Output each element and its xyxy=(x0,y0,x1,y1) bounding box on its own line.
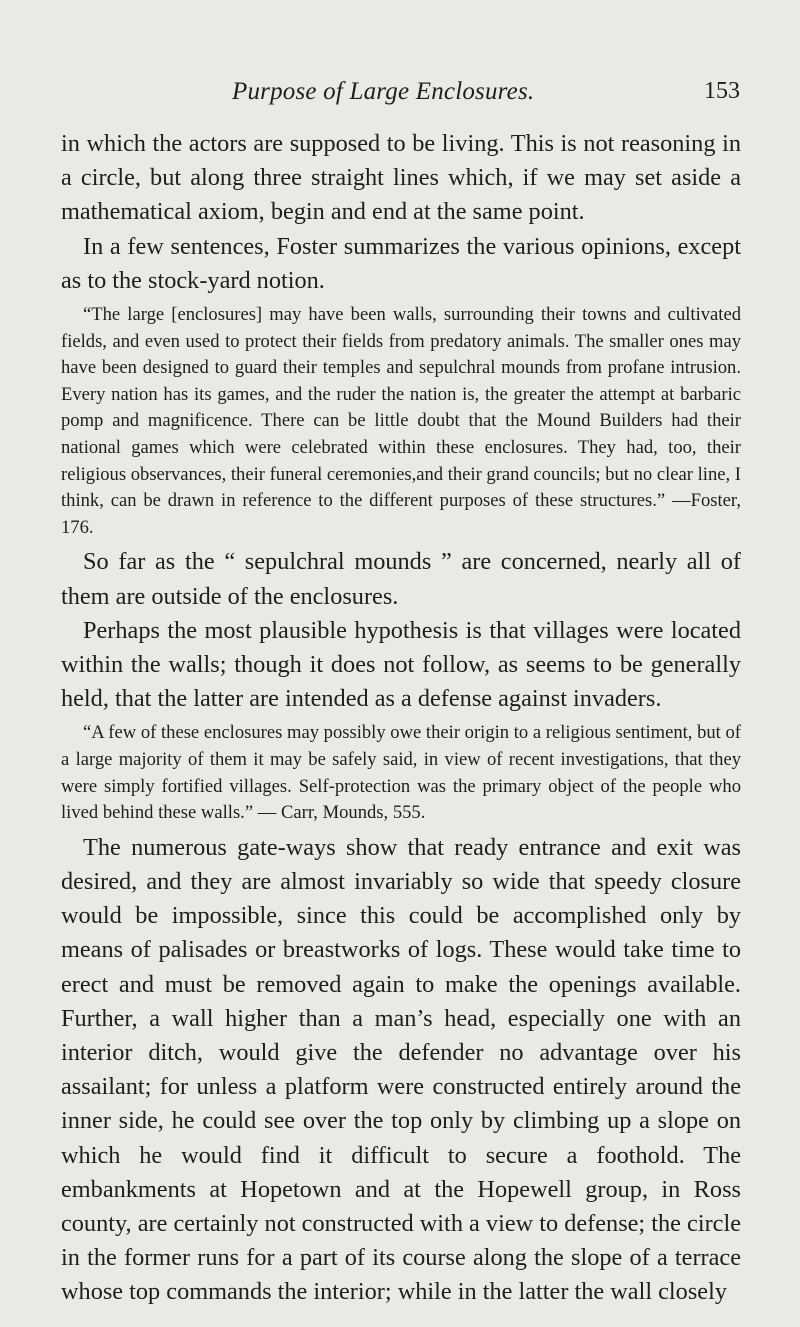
block-quote-carr: “A few of these enclosures may possibly owe their origin to a religious sentiment, but of a large majority of them it may be safely said, in view of recent investigations, that they were simply fortified villages. Self-protection was the primary object of the people who lived behind these walls.” — Carr, Mounds, 555. xyxy=(61,722,741,824)
running-head xyxy=(0,78,800,112)
paragraph-sepulchral-mounds: So far as the “ sepulchral mounds ” are concerned, nearly all of them are outside of the enclosures. xyxy=(61,548,741,610)
paragraph-villages-hypothesis: Perhaps the most plausible hypothesis is that villages were located within the walls; though it does not follow, as seems to be generally held, that the latter are intended as a defense against invaders. xyxy=(61,616,741,713)
paragraph-foster-intro: In a few sentences, Foster summarizes the various opinions, except as to the stock-yard notion. xyxy=(61,232,741,294)
block-quote-foster: “The large [enclosures] may have been walls, surrounding their towns and cultivated fields, and even used to protect their fields from predatory animals. The smaller ones may have been designed to guard their temples and sepulchral mounds from profane intrusion. Every nation has its games, and the ruder the nation is, the greater the attempt at barbaric pomp and magnificence. There can be little doubt that the Mound Builders had their national games which were celebrated within these enclosures. They had, too, their religious observances, their funeral ceremonies,and their grand councils; but no clear line, I think, can be drawn in reference to the different purposes of these structures.” —Foster, 176. xyxy=(61,304,741,538)
paragraph-continuation: in which the actors are supposed to be living. This is not reasoning in a circle, but along three straight lines which, if we may set aside a mathematical axiom, begin and end at the same point. xyxy=(61,130,741,226)
page-body xyxy=(61,127,741,1310)
paragraph-gateways: The numerous gate-ways show that ready entrance and exit was desired, and they are almost invariably so wide that speedy closure would be impossible, since this could be accomplished only by means of palisades or breastworks of logs. These would take time to erect and must be removed again to make the openings available. Further, a wall higher than a man’s head, especially one with an interior ditch, would give the defender no advantage over his assailant; for unless a platform were constructed entirely around the inner side, he could see over the top only by climbing up a slope on which he would find it difficult to secure a foothold. The embankments at Hopetown and at the Hopewell group, in Ross county, are certainly not constructed with a view to defense; the circle in the former runs for a part of its course along the slope of a terrace whose top commands the interior; while in the latter the wall closely xyxy=(61,833,741,1306)
page-number: 153 xyxy=(704,78,740,104)
page-header-title: Purpose of Large Enclosures. xyxy=(232,78,535,105)
